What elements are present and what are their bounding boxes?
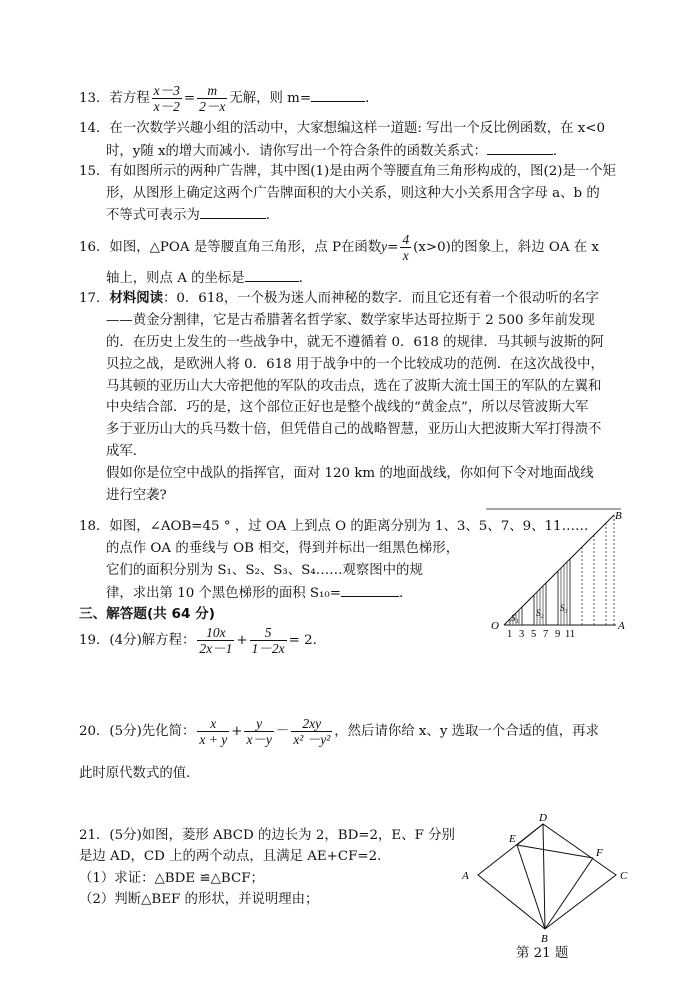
- fig21-label-e: E: [509, 833, 516, 845]
- question-18-line4: 律，求出第 10 个黑色梯形的面积 S₁₀= ．: [106, 586, 413, 601]
- q18-answer-blank[interactable]: [341, 584, 399, 597]
- fig21-segment-be: [517, 845, 545, 929]
- fig21-label-d: D: [539, 812, 547, 824]
- figure-18-trapezoids: [486, 503, 632, 639]
- fig18-tick-label: 1: [507, 629, 513, 639]
- fig18-tick-label: 5: [531, 629, 537, 639]
- fig18-tick-label: 7: [543, 629, 549, 639]
- fig21-label-c: C: [620, 870, 628, 882]
- q13-text: 13．若方程: [79, 91, 150, 106]
- question-17-line8: 成军．: [106, 444, 147, 459]
- q13-fraction-2: $\frac{m}{2-x}$: [199, 83, 226, 114]
- fig18-tick-label: 9: [555, 629, 561, 639]
- fig21-rhombus-abcd: [478, 824, 616, 929]
- question-15-line3: 不等式可表示为 ．: [106, 208, 280, 223]
- question-21-line4: （2）判断△BEF 的形状，并说明理由；: [79, 892, 319, 907]
- figure-21-caption: 第 21 题: [516, 946, 569, 961]
- q19-fraction-1: $\frac{10x}{2x-1}$: [199, 625, 233, 656]
- question-17-line4: 贝拉之战，是欧洲人将 0．618 用于战争中的一个比较成功的范例．在这次战役中，: [106, 357, 604, 372]
- q15-answer-blank[interactable]: [200, 206, 266, 219]
- fig18-tick-label: 11: [565, 629, 576, 639]
- q14-answer-blank[interactable]: [487, 142, 553, 155]
- question-18-line1: 18．如图，∠AOB=45 ° ，过 OA 上到点 O 的距离分别为 1、3、5、7、9、11……: [79, 519, 589, 534]
- question-17-line1: 17．材料阅读：0．618，一个极为迷人而神秘的数字．而且它还有着一个很动听的名字: [79, 291, 599, 306]
- q20-fraction-1: $\frac{x}{x + y}$: [199, 716, 228, 747]
- fig18-label-a: A: [618, 620, 625, 632]
- fig18-trapezoid-3: [558, 559, 570, 625]
- fig18-label-b: B: [615, 510, 622, 522]
- question-21-line2: 是边 AD，CD 上的两个动点，且满足 AE+CF=2.: [79, 849, 382, 864]
- question-18-line3: 它们的面积分别为 S₁、S₂、S₃、S₄……观察图中的规: [106, 563, 423, 578]
- question-16-line1: 16．如图，△POA 是等腰直角三角形，点 P在函数y= $\frac{4}{x}$ (x>0)的图象上，斜边 OA 在 x: [79, 232, 599, 263]
- fig21-label-f: F: [596, 847, 603, 859]
- question-17-line7: 多于亚历山大的兵马数十倍，但凭借自己的战略智慧，亚历山大把波斯大军打得溃不: [106, 422, 602, 437]
- fig21-segment-de: [517, 824, 543, 845]
- question-17-line3: 的．在历史上发生的一些战争中，就无不遵循着 0．618 的规律．马其顿与波斯的阿: [106, 335, 604, 350]
- fig21-segment-bf: [545, 858, 593, 929]
- fig21-segment-bd: [543, 824, 545, 929]
- question-17-line10: 进行空袭?: [106, 488, 167, 503]
- question-15-line1: 15．有如图所示的两种广告牌，其中图(1)是由两个等腰直角三角形构成的，图(2)是一个矩: [79, 164, 617, 179]
- q13-answer-blank[interactable]: [311, 89, 365, 102]
- fig18-trapezoid-2: [534, 583, 546, 625]
- fig18-label-s2: S₂: [536, 608, 544, 618]
- fig21-label-b: B: [541, 933, 548, 945]
- question-14-line2: 时，y随 x的增大而减小．请你写出一个符合条件的函数关系式： ．: [106, 144, 567, 159]
- material-reading-label: 材料阅读: [109, 291, 163, 306]
- question-19: 19．(4分)解方程： $\frac{10x}{2x-1}$ + $\frac{5}{1-2x}$ = 2．: [79, 625, 326, 656]
- question-14-line1: 14．在一次数学兴趣小组的活动中，大家想编这样一道题: 写出一个反比例函数，在 x<0: [79, 121, 606, 136]
- fig18-label-s3: S₃: [560, 603, 568, 613]
- fig18-tick-labels: [507, 629, 575, 639]
- question-17-line5: 马其顿的亚历山大大帝把他的军队的攻击点，选在了波斯大流士国王的军队的左翼和: [106, 379, 602, 394]
- question-20-line2: 此时原代数式的值．: [79, 766, 200, 781]
- question-17-line9: 假如你是位空中战队的指挥官，面对 120 km 的地面战线，你如何下令对地面战线: [106, 466, 594, 481]
- fig21-label-a: A: [462, 870, 469, 882]
- section-heading-answers: 三、解答题(共 64 分): [79, 606, 215, 622]
- q19-fraction-2: $\frac{5}{1-2x}$: [251, 625, 285, 656]
- fig18-label-s1: S₁: [511, 613, 519, 623]
- question-18-line2: 的点作 OA 的垂线与 OB 相交，得到并标出一组黑色梯形，: [106, 541, 460, 556]
- fig18-tick-label: 3: [519, 629, 525, 639]
- q16-fraction: $\frac{4}{x}$: [402, 232, 410, 263]
- q16-answer-blank[interactable]: [245, 269, 299, 282]
- q13-fraction-1: $\frac{x-3}{x-2}$: [153, 83, 180, 114]
- q20-fraction-3: $\frac{2xy}{\text{x² －y²}}$: [293, 716, 331, 747]
- question-21-line1: 21．(5分)如图，菱形 ABCD 的边长为 2，BD=2，E、F 分别: [79, 828, 455, 843]
- question-20-line1: 20．(5分)先化简： $\frac{x}{x + y}$ + $\frac{y}{x-y}$ － $\frac{2xy}{\text{x² －y²}}$ ，然后请你给 x、y 选取一个合适的值，再求: [79, 716, 599, 747]
- question-16-line2: 轴上，则点 A 的坐标是 ．: [106, 271, 313, 286]
- question-13: 13．若方程 $\frac{x-3}{x-2}$ = $\frac{m}{2-x}$ 无解，则 m= ．: [79, 83, 379, 114]
- question-17-line6: 中央结合部．巧的是，这个部位正好也是整个战线的“黄金点”，所以尽管波斯大军: [106, 400, 589, 415]
- question-17-line2: ——黄金分割律，它是古希腊著名哲学家、数学家毕达哥拉斯于 2 500 多年前发现: [106, 313, 595, 328]
- q20-fraction-2: $\frac{y}{x-y}$: [246, 716, 272, 747]
- question-21-line3: （1）求证：△BDE ≌△BCF；: [79, 871, 264, 886]
- question-15-line2: 形，从图形上确定这两个广告牌面积的大小关系，则这种大小关系用含字母 a、b 的: [106, 186, 600, 201]
- fig18-label-o: O: [491, 620, 499, 632]
- figure-21-rhombus: [456, 812, 636, 947]
